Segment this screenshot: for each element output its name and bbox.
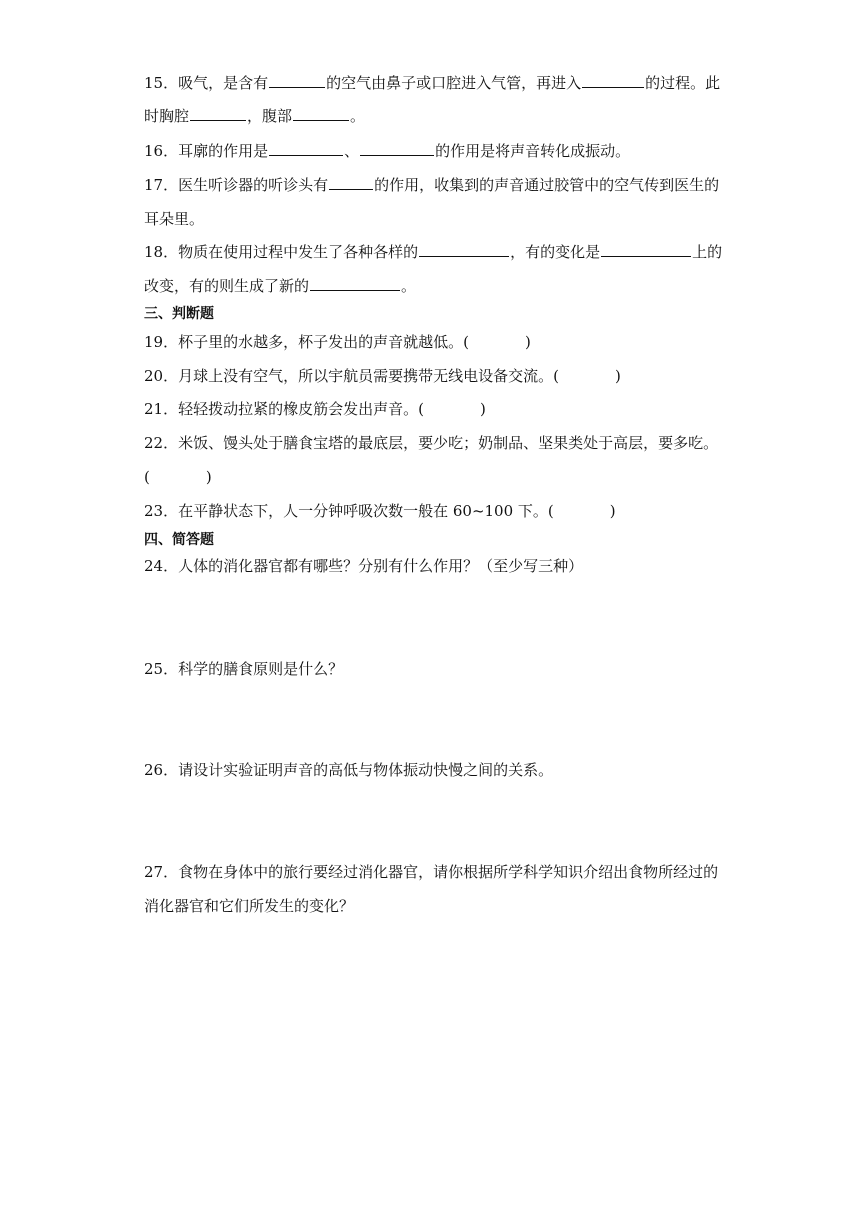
q15-text-f: 。 xyxy=(350,107,366,125)
q15-blank-2[interactable] xyxy=(582,73,644,88)
q16-text-b: 、 xyxy=(344,142,360,160)
q21-text: 21．轻轻拨动拉紧的橡皮筋会发出声音。( xyxy=(144,400,424,418)
q16-blank-1[interactable] xyxy=(269,141,343,156)
q16-blank-2[interactable] xyxy=(360,141,434,156)
question-22-line-1: 22．米饭、馒头处于膳食宝塔的最底层，要少吃；奶制品、坚果类处于高层，要多吃。 xyxy=(144,434,719,452)
question-20 xyxy=(144,366,621,386)
q22-close-paren: ) xyxy=(205,468,212,486)
q18-text-c: 上的 xyxy=(692,243,723,261)
question-17-line-2: 耳朵里。 xyxy=(144,210,205,228)
q18-text-e: 。 xyxy=(401,277,417,295)
q15-text-d: 时胸腔 xyxy=(144,107,190,125)
q18-blank-2[interactable] xyxy=(601,242,691,257)
question-15-line-2 xyxy=(144,106,365,126)
q17-text-b: 的作用，收集到的声音通过胶管中的空气传到医生的 xyxy=(374,176,720,194)
q18-text-d: 改变，有的则生成了新的 xyxy=(144,277,310,295)
q23-text: 23．在平静状态下，人一分钟呼吸次数一般在 60~100 下。( xyxy=(144,502,554,520)
section-heading-short-answer: 四、简答题 xyxy=(144,532,214,548)
q15-blank-3[interactable] xyxy=(190,106,246,121)
q15-text-c: 的过程。此 xyxy=(645,74,721,92)
q18-text-a: 18．物质在使用过程中发生了各种各样的 xyxy=(144,243,419,261)
question-17-line-1 xyxy=(144,175,719,195)
q15-text-e: ，腹部 xyxy=(247,107,293,125)
section-heading-judgement: 三、判断题 xyxy=(144,306,214,322)
q19-text: 19．杯子里的水越多，杯子发出的声音就越低。( xyxy=(144,333,469,351)
question-22-line-2 xyxy=(144,467,212,487)
q16-text-a: 16．耳廓的作用是 xyxy=(144,142,269,160)
q19-close-paren: ) xyxy=(524,333,531,351)
q21-close-paren: ) xyxy=(479,400,486,418)
question-27-line-1: 27．食物在身体中的旅行要经过消化器官，请你根据所学科学知识介绍出食物所经过的 xyxy=(144,863,719,881)
question-21 xyxy=(144,399,486,419)
q16-text-c: 的作用是将声音转化成振动。 xyxy=(435,142,631,160)
question-25: 25．科学的膳食原则是什么？ xyxy=(144,660,344,678)
question-16 xyxy=(144,141,630,161)
question-18-line-2 xyxy=(144,276,416,296)
q20-close-paren: ) xyxy=(614,367,621,385)
q15-blank-4[interactable] xyxy=(293,106,349,121)
q20-text: 20．月球上没有空气，所以宇航员需要携带无线电设备交流。( xyxy=(144,367,559,385)
question-15-line-1 xyxy=(144,73,720,93)
q15-text-a: 15．吸气，是含有 xyxy=(144,74,269,92)
question-24: 24．人体的消化器官都有哪些？分别有什么作用？（至少写三种） xyxy=(144,557,584,575)
question-23 xyxy=(144,501,616,521)
question-19 xyxy=(144,332,531,352)
q18-text-b: ，有的变化是 xyxy=(510,243,601,261)
question-26: 26．请设计实验证明声音的高低与物体振动快慢之间的关系。 xyxy=(144,761,554,779)
q15-blank-1[interactable] xyxy=(269,73,325,88)
q17-blank-1[interactable] xyxy=(329,175,373,190)
question-27-line-2: 消化器官和它们所发生的变化？ xyxy=(144,897,355,915)
q23-close-paren: ) xyxy=(609,502,616,520)
q17-text-a: 17．医生听诊器的听诊头有 xyxy=(144,176,329,194)
q15-text-b: 的空气由鼻子或口腔进入气管，再进入 xyxy=(326,74,582,92)
q18-blank-1[interactable] xyxy=(419,242,509,257)
q18-blank-3[interactable] xyxy=(310,276,400,291)
question-18-line-1 xyxy=(144,242,722,262)
q22-open-paren: ( xyxy=(144,468,150,486)
